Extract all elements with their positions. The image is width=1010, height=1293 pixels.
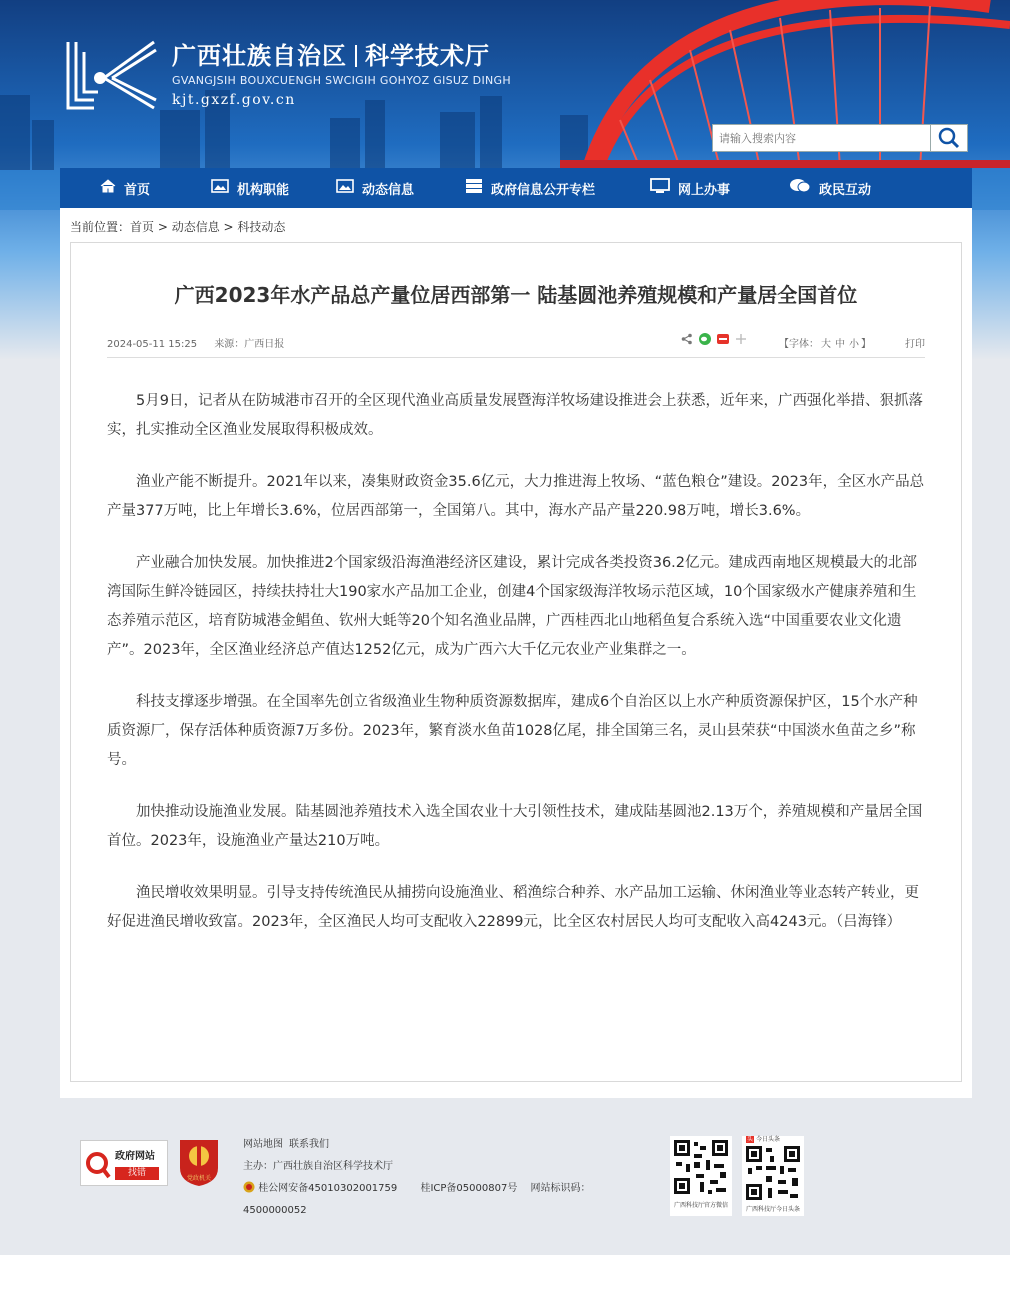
icp-link[interactable]: 桂ICP备05000807号 [420, 1183, 518, 1194]
font-small-button[interactable]: 小 [849, 339, 859, 350]
wechat-qr-code [670, 1136, 732, 1198]
site-id-label: 网站标识码： [530, 1183, 591, 1194]
font-size-label: 【字体： [779, 339, 819, 350]
breadcrumb-current[interactable]: 科技动态 [237, 220, 286, 234]
home-icon [100, 179, 116, 197]
contact-link[interactable]: 联系我们 [289, 1139, 329, 1150]
article-paragraph: 渔业产能不断提升。2021年以来，凑集财政资金35.6亿元，大力推进海上牧场、“蓝色粮仓”建设。2023年，全区水产品总产量377万吨，比上年增长3.6%，位居西部第一，全国第八。其中，海水产品产量220.98万吨，增长3.6%。 [107, 474, 925, 519]
party-badge-label: 党政机关 [186, 1175, 211, 1182]
breadcrumb-news[interactable]: 动态信息 [171, 220, 220, 234]
gov-badge-subtitle: 找错 [127, 1168, 146, 1178]
search-box [712, 124, 968, 152]
share-icon[interactable] [681, 333, 693, 345]
nav-label: 动态信息 [361, 182, 414, 198]
site-title [172, 36, 490, 71]
breadcrumb-home[interactable]: 首页 [130, 220, 155, 234]
nav-item-online-services[interactable] [620, 168, 760, 208]
share-bar [681, 333, 747, 345]
toutiao-qr-caption: 广西科技厅今日头条 [745, 1206, 800, 1213]
font-size-control [779, 335, 871, 350]
font-medium-button[interactable]: 中 [835, 339, 845, 350]
weibo-icon[interactable] [717, 333, 729, 345]
site-title-pinyin: GVANGJSIH BOUXCUENGH SWCIGIH GOHYOZ GISUZ DINGH [172, 74, 511, 87]
search-icon [931, 125, 967, 151]
main-nav [60, 168, 972, 208]
sitemap-link[interactable]: 网站地图 [243, 1139, 283, 1150]
site-title-dept: 科学技术厅 [365, 42, 490, 70]
article-body [107, 387, 925, 960]
toutiao-qr-code [742, 1144, 804, 1202]
nav-item-interaction[interactable] [760, 168, 900, 208]
breadcrumb-separator: > [219, 220, 238, 234]
footer [0, 1110, 1010, 1255]
page-bottom [0, 1255, 1010, 1293]
site-id-value: 4500000052 [243, 1205, 307, 1216]
breadcrumb [70, 218, 285, 235]
toutiao-badge-label: 今日头条 [755, 1136, 780, 1143]
search-button[interactable] [930, 124, 968, 152]
article-panel [70, 242, 962, 1082]
plus-icon[interactable] [735, 333, 747, 345]
site-url: kjt.gxzf.gov.cn [172, 92, 296, 108]
nav-label: 机构职能 [236, 182, 289, 198]
picture-icon [336, 179, 354, 197]
toutiao-qr-card [742, 1136, 804, 1216]
article-paragraph: 5月9日，记者从在防城港市召开的全区现代渔业高质量发展暨海洋牧场建设推进会上获悉，近年来，广西强化举措、狠抓落实，扎实推动全区渔业发展取得积极成效。 [107, 393, 923, 438]
article-paragraph: 科技支撑逐步增强。在全国率先创立省级渔业生物种质资源数据库，建成6个自治区以上水产种质资源保护区，15个水产种质资源厂，保存活体种质资源7万多份。2023年，繁育淡水鱼苗1028亿尾，排全国第三名，灵山县荣获“中国淡水鱼苗之乡”称号。 [107, 694, 918, 768]
breadcrumb-prefix: 当前位置： [70, 220, 131, 234]
wechat-qr-caption: 广西科技厅官方微信 [673, 1202, 728, 1209]
print-button[interactable]: 打印 [905, 339, 925, 350]
gov-badge-title: 政府网站 [115, 1151, 155, 1162]
stack-icon [465, 178, 483, 198]
nav-item-home[interactable] [60, 168, 190, 208]
article-paragraph: 加快推动设施渔业发展。陆基圆池养殖技术入选全国农业十大引领性技术，建成陆基圆池2.13万个，养殖规模和产量居全国首位。2023年，设施渔业产量达210万吨。 [107, 804, 923, 849]
site-logo [64, 38, 160, 112]
wechat-qr-card [670, 1136, 732, 1216]
footer-host: 主办：广西壮族自治区科学技术厅 [243, 1161, 393, 1172]
nav-label: 网上办事 [677, 182, 730, 198]
title-separator [355, 45, 357, 67]
nav-item-news[interactable] [310, 168, 440, 208]
footer-info [243, 1134, 591, 1222]
gov-site-error-report-badge[interactable] [80, 1140, 168, 1186]
picture-icon [211, 179, 229, 197]
nav-label: 政民互动 [818, 182, 871, 198]
toutiao-badge [742, 1136, 804, 1144]
wechat-icon[interactable] [699, 333, 711, 345]
nav-label: 政府信息公开专栏 [490, 182, 595, 198]
main-content [60, 208, 972, 1098]
police-badge-icon [243, 1181, 255, 1193]
nav-item-gov-info[interactable] [440, 168, 620, 208]
article-date: 2024-05-11 15:25 [107, 339, 198, 350]
party-gov-badge[interactable] [178, 1136, 220, 1188]
chat-icon [789, 178, 811, 198]
article-paragraph: 产业融合加快发展。加快推进2个国家级沿海渔港经济区建设，累计完成各类投资36.2亿元。建成西南地区规模最大的北部湾国际生鲜冷链园区，持续扶持壮大190家水产品加工企业，创建4个国家级海洋牧场示范区域，10个国家级水产健康养殖和生态养殖示范区，培育防城港金鲳鱼、钦州大蚝等20个知名渔业品牌，广西桂西北山地稻鱼复合系统入选“中国重要农业文化遗产”。2023年，全区渔业经济总产值达1252亿元，成为广西六大千亿元农业产业集群之一。 [107, 555, 918, 658]
monitor-icon [650, 178, 670, 198]
font-large-button[interactable]: 大 [821, 339, 831, 350]
article-title: 广西2023年水产品总产量位居西部第一 陆基圆池养殖规模和产量居全国首位 [174, 283, 858, 307]
nav-item-organization[interactable] [190, 168, 310, 208]
breadcrumb-separator: > [154, 220, 172, 234]
article-meta [107, 335, 925, 358]
site-title-region: 广西壮族自治区 [172, 42, 347, 70]
article-source: 来源：广西日报 [214, 339, 285, 350]
nav-label: 首页 [123, 182, 150, 198]
search-input[interactable] [712, 124, 936, 152]
police-record-link[interactable]: 桂公网安备45010302001759 [258, 1183, 398, 1194]
article-paragraph: 渔民增收效果明显。引导支持传统渔民从捕捞向设施渔业、稻渔综合种养、水产品加工运输、休闲渔业等业态转产转业，更好促进渔民增收致富。2023年，全区渔民人均可支配收入22899元，比全区农村居民人均可支配收入高4243元。（吕海锋） [107, 885, 919, 930]
toutiao-logo-icon: 头 [747, 1136, 754, 1143]
font-size-close: 】 [861, 339, 871, 350]
